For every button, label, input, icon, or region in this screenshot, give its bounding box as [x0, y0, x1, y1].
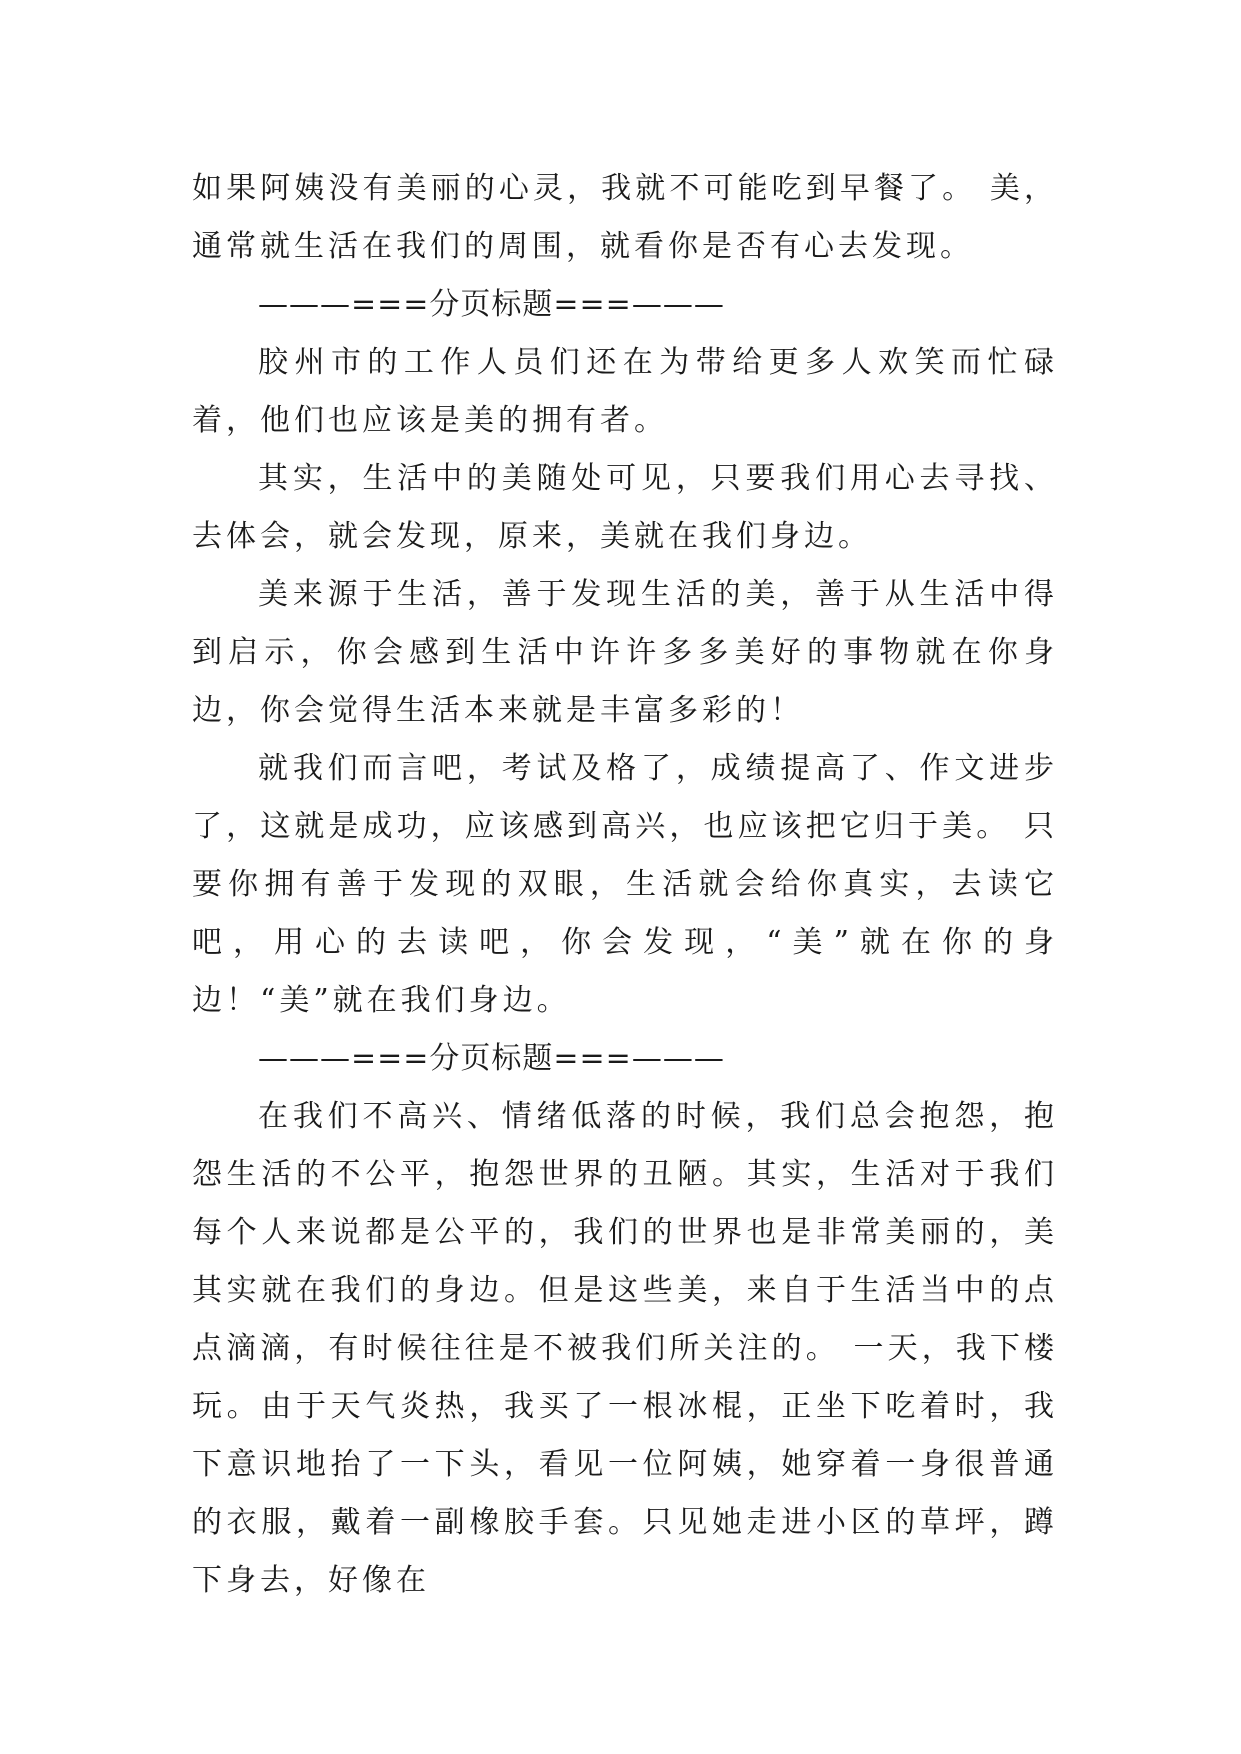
paragraph-5: 就我们而言吧，考试及格了，成绩提高了、作文进步了，这就是成功，应该感到高兴，也应该把它归于美。 只要你拥有善于发现的双眼，生活就会给你真实，去读它吧，用心的去读吧，你会发现，“美”就在你的身边！“美”就在我们身边。 — [192, 751, 1058, 1018]
page-break-title-1: ———===分页标题===——— — [258, 287, 725, 322]
paragraph-3: 其实，生活中的美随处可见，只要我们用心去寻找、去体会，就会发现，原来，美就在我们身边。 — [192, 461, 1058, 554]
paragraph-1: 如果阿姨没有美丽的心灵，我就不可能吃到早餐了。 美，通常就生活在我们的周围，就看你是否有心去发现。 — [192, 171, 1058, 264]
document-page — [192, 160, 1058, 1610]
paragraph-4: 美来源于生活，善于发现生活的美，善于从生活中得到启示，你会感到生活中许许多多美好的事物就在你身边，你会觉得生活本来就是丰富多彩的！ — [192, 577, 1058, 728]
paragraph-6: 在我们不高兴、情绪低落的时候，我们总会抱怨，抱怨生活的不公平，抱怨世界的丑陋。其实，生活对于我们每个人来说都是公平的，我们的世界也是非常美丽的，美其实就在我们的身边。但是这些美，来自于生活当中的点点滴滴，有时候往往是不被我们所关注的。 一天，我下楼玩。由于天气炎热，我买了一根冰棍，正坐下吃着时，我下意识地抬了一下头，看见一位阿姨，她穿着一身很普通的衣服，戴着一副橡胶手套。只见她走进小区的草坪，蹲下身去，好像在 — [192, 1099, 1058, 1598]
page-break-title-2: ———===分页标题===——— — [258, 1041, 725, 1076]
paragraph-2: 胶州市的工作人员们还在为带给更多人欢笑而忙碌着，他们也应该是美的拥有者。 — [192, 345, 1058, 438]
